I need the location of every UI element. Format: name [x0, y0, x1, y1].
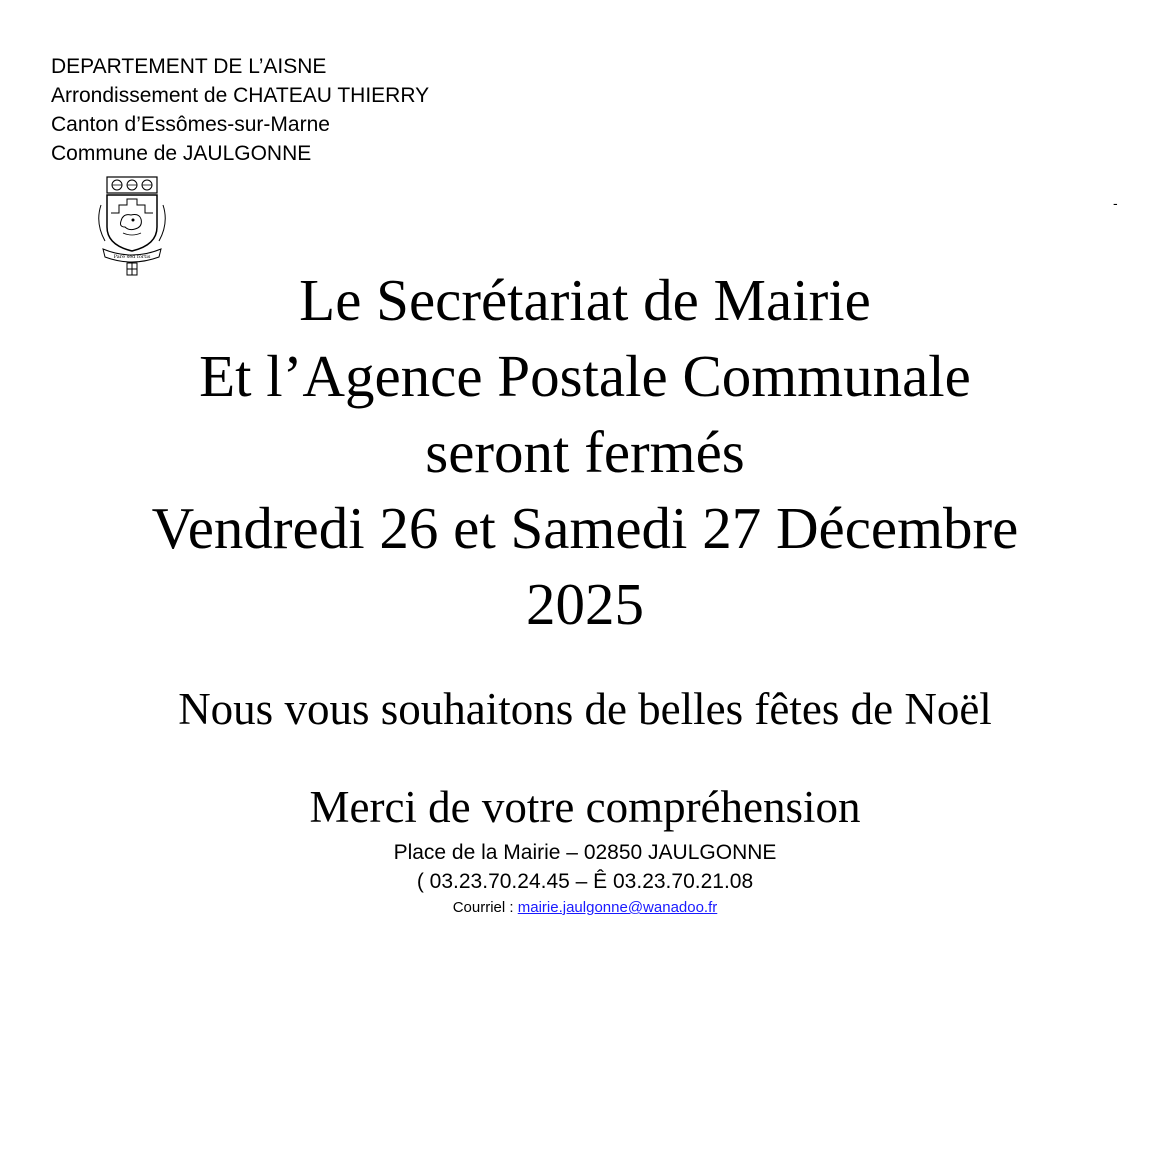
thanks-line: Merci de votre compréhension	[309, 782, 861, 832]
canton-line: Canton d’Essômes-sur-Marne	[51, 113, 330, 136]
notice-line-2: Et l’Agence Postale Communale	[199, 343, 971, 409]
department-line: DEPARTEMENT DE L’AISNE	[51, 55, 327, 78]
email-label: Courriel :	[452, 899, 518, 916]
svg-text:Pare sed fortis: Pare sed fortis	[113, 254, 151, 260]
holiday-wishes: Nous vous souhaitons de belles fêtes de Noël	[178, 684, 992, 734]
notice-line-5: 2025	[526, 571, 644, 637]
notice-line-3: seront fermés	[425, 419, 745, 485]
contact-footer	[0, 838, 1170, 920]
phone-line: ( 03.23.70.24.45 – Ê 03.23.70.21.08	[416, 870, 754, 893]
address-line: Place de la Mairie – 02850 JAULGONNE	[393, 841, 777, 864]
commune-line: Commune de JAULGONNE	[51, 142, 312, 165]
margin-dash: -	[1113, 195, 1118, 211]
header-block	[51, 52, 429, 168]
email-link[interactable]: mairie.jaulgonne@wanadoo.fr	[517, 899, 718, 916]
email-line	[0, 896, 1170, 920]
notice-line-4: Vendredi 26 et Samedi 27 Décembre	[151, 495, 1019, 561]
notice-line-1: Le Secrétariat de Mairie	[299, 267, 871, 333]
notice-block	[0, 262, 1170, 834]
arrondissement-line: Arrondissement de CHATEAU THIERRY	[51, 84, 430, 107]
